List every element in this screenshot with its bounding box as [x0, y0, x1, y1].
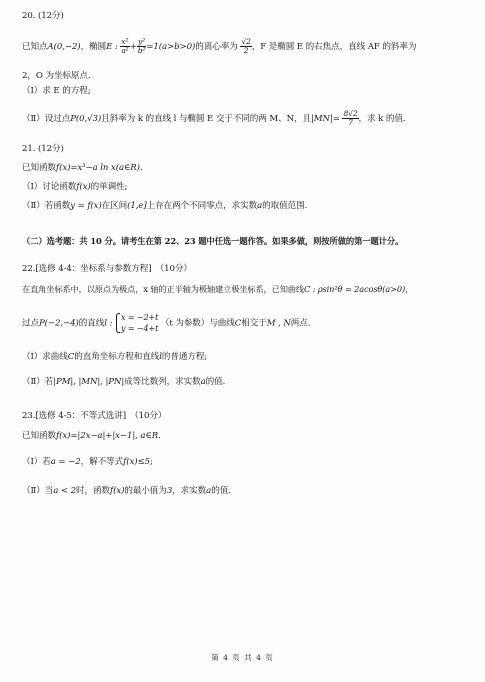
q22-stem-line1: 在直角坐标系中，以原点为极点，x 轴的正半轴为极轴建立极坐标系，已知曲线C : ρsin²θ = 2acosθ(a>0)， — [22, 284, 414, 294]
point-a: A(0,−2) — [47, 42, 81, 52]
q21-stem: 已知函数f(x)=x³−a ln x(a∈R). — [22, 163, 143, 173]
q20-part1: （Ⅰ）求 E 的方程; — [22, 86, 91, 96]
q21-part1: （Ⅰ）讨论函数f(x)的单调性; — [22, 182, 128, 192]
q23-part2: （Ⅱ）当a < 2时，函数f(x)的最小值为3，求实数a的值. — [22, 486, 231, 496]
q23-part1: （Ⅰ）若a = −2，解不等式f(x)≤5; — [22, 457, 153, 467]
q20-header: 20. (12分) — [22, 11, 64, 21]
elective-note: （二）选考题：共 10 分。请考生在第 22、23 题中任选一题作答。如果多做，则按所做的第一题计分。 — [22, 236, 404, 246]
q22-stem-line2: 过点P(−2,−4)的直线l : x = −2+t y = −4+t （t 为参数）与曲线C相交于M , N两点. — [22, 313, 311, 333]
q23-stem: 已知函数f(x)=|2x−a|+|x−1|, a∈R. — [22, 431, 161, 441]
fraction-x2-a2: $\frac{\text{x²}}{\text{a²}}$ — [121, 37, 129, 55]
q21-part2: （Ⅱ）若函数y = f(x)在区间(1,e]上存在两个不同零点，求实数a的取值范围. — [22, 201, 308, 211]
fraction-mn: $\frac{8√2}{7}$ — [343, 109, 358, 127]
q22-part2: （Ⅱ）若|PM|, |MN|, |PN|成等比数列，求实数a的值. — [22, 377, 226, 387]
q22-header: 22.[选修 4-4：坐标系与参数方程] （10分） — [22, 264, 192, 274]
q20-part2: （Ⅱ）设过点P(0,√3)且斜率为 k 的直线 l 与椭圆 E 交于不同的两 M、N，且|MN|= $\frac{8√2}{7}$ ，求 k 的值. — [22, 109, 406, 127]
parametric-system: x = −2+t y = −4+t — [115, 312, 158, 334]
fraction-eccentricity: $\frac{√2}{2}$ — [241, 37, 251, 55]
q21-header: 21. (12分) — [22, 144, 64, 154]
q20-stem-line2: 2，O 为坐标原点. — [22, 71, 91, 81]
q22-part1: （Ⅰ）求曲线C的直角坐标方程和直线l的普通方程; — [22, 352, 208, 362]
q20-stem-line1: 已知点A(0,−2)，椭圆E : $\frac{\text{x²}}{\text{a²}}$ + $\frac{\text{y²}}{\text{b²}}$ =1(a>b>0)的离心率为 $\frac{√2}{2}$ ，F 是椭圆 E 的右焦点，直线 AF 的斜率为 — [22, 37, 417, 55]
q23-header: 23.[选修 4-5：不等式选讲] （10分） — [22, 411, 167, 421]
fraction-y2-b2: $\frac{\text{y²}}{\text{b²}}$ — [137, 37, 146, 55]
page-number: 第 4 页 共 4 页 — [211, 653, 274, 662]
